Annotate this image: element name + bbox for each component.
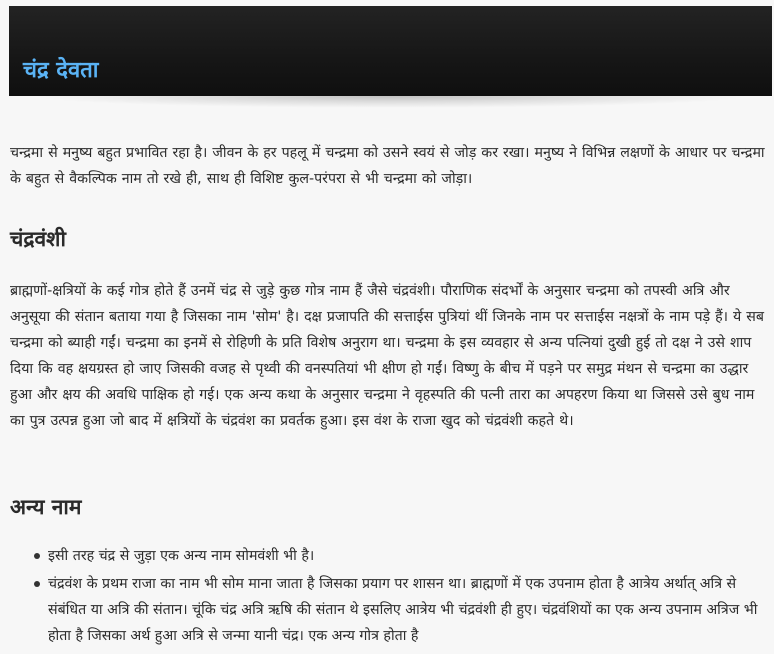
list-item-text: चंद्रवंश के प्रथम राजा का नाम भी सोम माना जाता है जिसका प्रयाग पर शासन था। ब्राह्मणों में एक उपनाम होता है आत्रेय अर्थात् अत्रि से संबंधित या अत्रि की संतान। चूंकि चंद्र अत्रि ऋषि की संतान थे इसलिए आत्रेय भी चंद्रवंशी ही हुए। चंद्रवंशियों का एक अन्य उपनाम अत्रिज भी होता है जिसका अर्थ हुआ अत्रि से जन्मा यानी चंद्र। एक अन्य गोत्र होता है bbox=[48, 576, 758, 644]
list-item bbox=[48, 571, 768, 649]
header-shadow bbox=[30, 96, 752, 108]
bullet-icon bbox=[34, 581, 40, 587]
intro-paragraph: चन्द्रमा से मनुष्य बहुत प्रभावित रहा है। जीवन के हर पहलू में चन्द्रमा को उसने स्वयं से जोड़ कर रखा। मनुष्य ने विभिन्न लक्षणों के आधार पर चन्द्रमा के बहुत से वैकल्पिक नाम तो रखे ही, साथ ही विशिष्ट कुल-परंपरा से भी चन्द्रमा को जोड़ा। bbox=[10, 145, 765, 187]
anya-naam-list bbox=[10, 543, 768, 651]
page-header bbox=[9, 6, 772, 96]
section-heading-chandravanshi: चंद्रवंशी bbox=[10, 227, 66, 251]
article-content bbox=[10, 140, 768, 644]
bullet-icon bbox=[34, 553, 40, 559]
page-title: चंद्र देवता bbox=[23, 58, 99, 83]
list-item-text: इसी तरह चंद्र से जुड़ा एक अन्य नाम सोमवंशी भी है। bbox=[48, 548, 315, 564]
chandravanshi-paragraph: ब्राह्मणों-क्षत्रियों के कई गोत्र होते हैं उनमें चंद्र से जुड़े कुछ गोत्र नाम हैं जैसे चंद्रवंशी। पौराणिक संदर्भों के अनुसार चन्द्रमा को तपस्वी अत्रि और अनुसूया की संतान बताया गया है जिसका नाम 'सोम' है। दक्ष प्रजापति की सत्ताईस पुत्रियां थीं जिनके नाम पर सत्ताईस नक्षत्रों के नाम पड़े हैं। ये सब चन्द्रमा को ब्याही गईं। चन्द्रमा का इनमें से रोहिणी के प्रति विशेष अनुराग था। चन्द्रमा के इस व्यवहार से अन्य पत्नियां दुखी हुई तो दक्ष ने उसे शाप दिया कि वह क्षयग्रस्त हो जाए जिसकी वजह से पृथ्वी की वनस्पतियां भी क्षीण हो गईं। विष्णु के बीच में पड़ने पर समुद्र मंथन से चन्द्रमा का उद्धार हुआ और क्षय की अवधि पाक्षिक हो गई। एक अन्य कथा के अनुसार चन्द्रमा ने वृहस्पति की पत्नी तारा का अपहरण किया था जिससे उसे बुध नाम का पुत्र उत्पन्न हुआ जो बाद में क्षत्रियों के चंद्रवंश का प्रवर्तक हुआ। इस वंश के राजा खुद को चंद्रवंशी कहते थे। bbox=[10, 283, 764, 429]
section-heading-anya-naam: अन्य नाम bbox=[10, 495, 82, 519]
list-item bbox=[48, 543, 768, 569]
